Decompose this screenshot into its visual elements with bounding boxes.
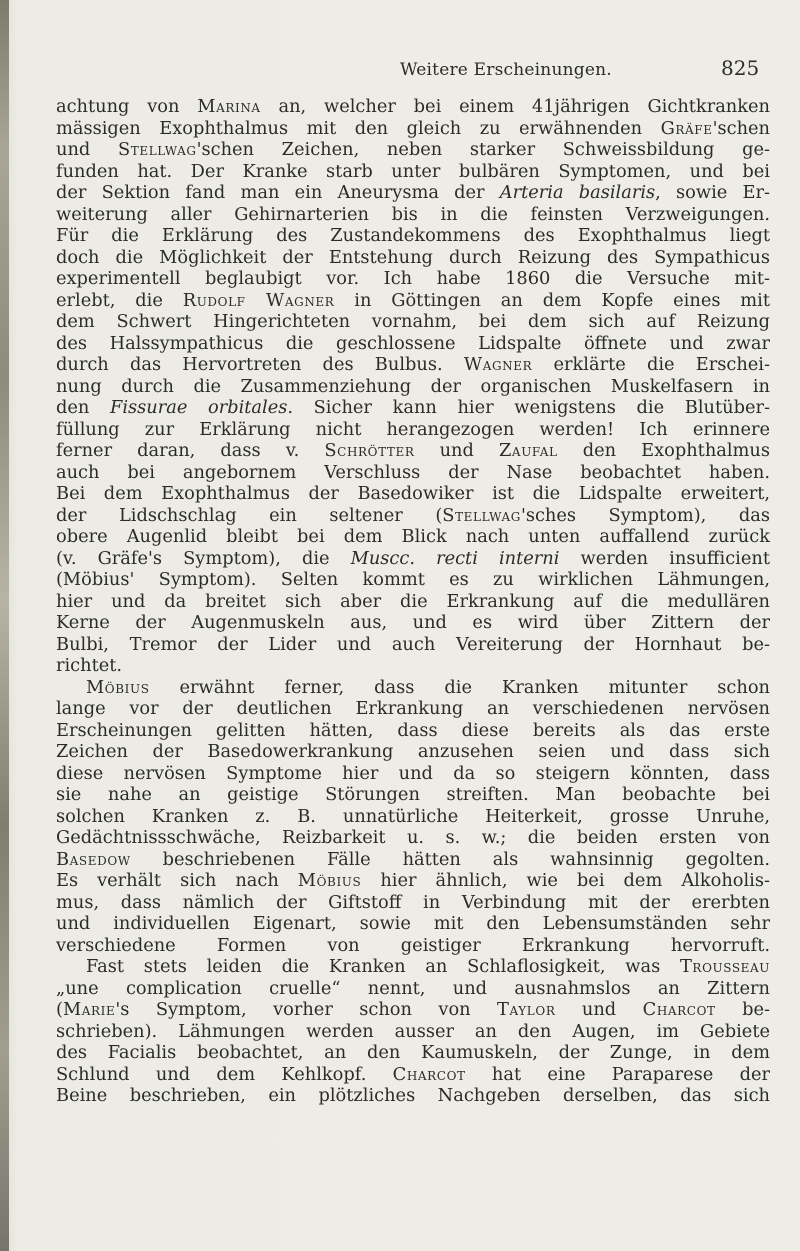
text-run: Bei dem Exophthalmus der Basedowiker ist die Lidspalte erweitert, [56, 483, 770, 504]
text-run: Zeichen der Basedowerkrankung anzusehen seien und dass sich [56, 741, 770, 762]
text-line [56, 763, 770, 785]
text-line [56, 483, 770, 505]
text-line [56, 462, 770, 484]
text-line [56, 311, 770, 333]
text-run: auch bei angebornem Verschluss der Nase beobachtet haben. [56, 461, 770, 483]
text-line [56, 225, 770, 247]
text-line [56, 913, 770, 935]
text-run: füllung zur Erklärung nicht herangezogen werden! Ich erinnere [56, 418, 770, 440]
text-line [56, 419, 770, 441]
text-line [56, 569, 770, 591]
text-run: achtung von [56, 96, 198, 117]
text-run: der Sektion fand man ein Aneurysma der [56, 182, 500, 203]
text-run: erklärte die Erschei- [532, 354, 770, 375]
text-line [56, 1021, 770, 1043]
text-run: doch die Möglichkeit der Entstehung durch Reizung des Sympathicus [56, 246, 770, 268]
text-run: richtet. [56, 655, 123, 676]
text-line [56, 935, 770, 957]
text-line [56, 268, 770, 290]
text-run: mus, dass nämlich der Giftstoff in Verbindung mit der ererbten [56, 891, 770, 913]
text-line [56, 247, 770, 269]
latin-term: Fissurae orbitales [110, 397, 288, 418]
text-line [56, 655, 770, 677]
text-run: und [56, 139, 118, 160]
text-run: durch das Hervortreten des Bulbus. [56, 354, 464, 375]
text-run: den [56, 397, 110, 418]
text-run: (v. Gräfe's Symptom), die [56, 547, 351, 569]
text-run: Fast stets leiden die Kranken an Schlaflosigkeit, was [86, 956, 680, 977]
text-run: und [414, 440, 499, 461]
text-run: beschriebenen Fälle hätten als wahnsinnig gegolten. [130, 848, 770, 870]
text-line [56, 978, 770, 1000]
text-line [56, 354, 770, 376]
author-name: Schrötter [324, 440, 415, 461]
text-run: Es verhält sich nach [56, 870, 298, 891]
text-line [56, 1085, 770, 1107]
text-line [56, 999, 770, 1021]
text-run: weiterung aller Gehirnarterien bis in die feinsten Verzweigungen. [56, 203, 770, 225]
text-run: an, welcher bei einem 41jährigen Gichtkranken [260, 96, 770, 117]
text-line [56, 548, 770, 570]
author-name: Stellwag [117, 139, 197, 160]
text-line [56, 161, 770, 183]
text-line [56, 806, 770, 828]
text-line [56, 96, 770, 118]
text-run: ferner daran, dass v. [56, 440, 325, 461]
text-run: 'schen Zeichen, neben starker Schweissbildung ge- [196, 139, 770, 160]
text-run: Kerne der Augenmuskeln aus, und es wird über Zittern der [56, 612, 770, 633]
body-text [56, 96, 770, 1107]
text-line [56, 376, 770, 398]
text-run: und [555, 999, 643, 1020]
text-line [56, 505, 770, 527]
text-line [56, 182, 770, 204]
text-run: experimentell beglaubigt vor. Ich habe 1860 die Versuche mit- [56, 268, 770, 289]
text-run: Erscheinungen gelitten hätten, dass diese bereits als das erste [56, 719, 770, 741]
author-name: Rudolf Wagner [182, 289, 335, 311]
text-line [56, 698, 770, 720]
text-run: Für die Erklärung des Zustandekommens des Exophthalmus liegt [56, 225, 770, 246]
author-name: Stellwag [442, 504, 521, 526]
text-run: 's Symptom, vorher schon von [115, 999, 498, 1020]
text-run: „une complication cruelle“ nennt, und ausnahmslos an Zittern [56, 977, 770, 999]
text-run: funden hat. Der Kranke starb unter bulbären Symptomen, und bei [56, 160, 770, 182]
text-line [56, 612, 770, 634]
text-line [56, 591, 770, 613]
text-line [56, 139, 770, 161]
running-head: Weitere Erscheinungen. [400, 60, 612, 80]
author-name: Wagner [463, 354, 533, 375]
text-run: . Sicher kann hier wenigstens die Blutüber- [287, 397, 770, 418]
page-number: 825 [721, 56, 760, 80]
text-run: , sowie Er- [655, 182, 770, 203]
latin-term: Muscc. recti interni [350, 547, 560, 569]
text-run: be- [715, 999, 770, 1020]
text-run: lange vor der deutlichen Erkrankung an verschiedenen nervösen [56, 698, 770, 719]
text-line [56, 333, 770, 355]
text-run: hier und da breitet sich aber die Erkrankung auf die medullären [56, 590, 770, 612]
text-line [56, 440, 770, 462]
author-name: Trousseau [679, 956, 770, 977]
text-run: verschiedene Formen von geistiger Erkrankung hervorruft. [56, 934, 770, 956]
author-name: Marina [197, 96, 261, 117]
text-run: erlebt, die [56, 289, 183, 311]
text-line [56, 677, 770, 699]
author-name: Charcot [392, 1063, 466, 1085]
author-name: Basedow [56, 848, 131, 870]
text-line [56, 741, 770, 763]
text-run: hier ähnlich, wie bei dem Alkoholis- [361, 870, 770, 891]
text-run: solchen Kranken z. B. unnatürliche Heiterkeit, grosse Unruhe, [56, 805, 770, 827]
text-line [56, 526, 770, 548]
author-name: Möbius [86, 676, 150, 698]
text-line [56, 870, 770, 892]
text-run: Beine beschrieben, ein plötzliches Nachgeben derselben, das sich [56, 1085, 770, 1106]
text-line [56, 118, 770, 140]
text-run: 'schen [712, 117, 770, 139]
text-run: Bulbi, Tremor der Lider und auch Vereiterung der Hornhaut be- [56, 633, 770, 655]
text-run: werden insufficient [559, 547, 770, 569]
text-line [56, 204, 770, 226]
author-name: Zaufal [498, 440, 558, 461]
text-run: Gedächtnissschwäche, Reizbarkeit u. s. w.; die beiden ersten von [56, 827, 770, 848]
author-name: Möbius [297, 870, 362, 891]
text-run: obere Augenlid bleibt bei dem Blick nach unten auffallend zurück [56, 526, 770, 547]
text-line [56, 892, 770, 914]
text-run: Schlund und dem Kehlkopf. [56, 1063, 393, 1085]
author-name: Marie [62, 999, 116, 1020]
text-line [56, 397, 770, 419]
author-name: Gräfe [660, 117, 713, 139]
author-name: Taylor [497, 999, 556, 1020]
text-run: und individuellen Eigenart, sowie mit den Lebensumständen sehr [56, 913, 770, 934]
book-spine-edge [0, 0, 9, 1251]
text-line [56, 634, 770, 656]
text-run: schrieben). Lähmungen werden ausser an den Augen, im Gebiete [56, 1020, 770, 1042]
page-header [0, 52, 800, 82]
text-run: nung durch die Zusammenziehung der organischen Muskelfasern in [56, 375, 770, 397]
text-run: (Möbius' Symptom). Selten kommt es zu wirklichen Lähmungen, [56, 569, 770, 590]
text-run: 'sches Symptom), das [520, 504, 770, 526]
text-run: sie nahe an geistige Störungen streiften. Man beobachte bei [56, 784, 770, 805]
text-line [56, 1064, 770, 1086]
latin-term: Arteria basilaris [499, 182, 656, 203]
text-line [56, 784, 770, 806]
text-run: in Göttingen an dem Kopfe eines mit [334, 289, 771, 311]
text-run: den Exophthalmus [557, 440, 770, 461]
text-run: ( [56, 999, 63, 1020]
text-line [56, 720, 770, 742]
text-run: dem Schwert Hingerichteten vornahm, bei dem sich auf Reizung [56, 311, 770, 332]
text-run: des Facialis beobachtet, an den Kaumuskeln, der Zunge, in dem [56, 1042, 770, 1063]
text-line [56, 827, 770, 849]
text-run: erwähnt ferner, dass die Kranken mitunter schon [149, 676, 770, 698]
text-line [56, 849, 770, 871]
text-run: diese nervösen Symptome hier und da so steigern könnten, dass [56, 762, 770, 784]
text-run: mässigen Exophthalmus mit den gleich zu erwähnenden [56, 117, 661, 139]
text-line [56, 1042, 770, 1064]
text-line [56, 956, 770, 978]
text-run: der Lidschschlag ein seltener ( [56, 504, 443, 526]
author-name: Charcot [642, 999, 716, 1020]
text-line [56, 290, 770, 312]
text-run: hat eine Paraparese der [465, 1063, 771, 1085]
text-run: des Halssympathicus die geschlossene Lidspalte öffnete und zwar [56, 332, 770, 354]
